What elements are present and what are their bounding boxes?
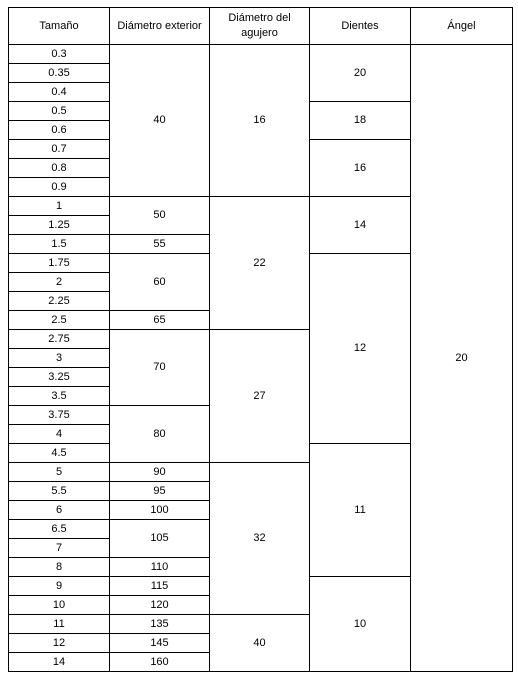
size-cell: 6 xyxy=(8,500,110,520)
teeth-cell: 18 xyxy=(309,101,411,140)
outer-diameter-cell: 55 xyxy=(109,234,210,254)
bore-diameter-cell: 40 xyxy=(209,614,310,672)
teeth-cell: 20 xyxy=(309,44,411,102)
bore-diameter-cell: 27 xyxy=(209,329,310,463)
outer-diameter-cell: 160 xyxy=(109,652,210,672)
teeth-cell: 12 xyxy=(309,253,411,444)
size-cell: 0.6 xyxy=(8,120,110,140)
header-bore-diameter: Diámetro del agujero xyxy=(209,7,310,45)
outer-diameter-cell: 110 xyxy=(109,557,210,577)
outer-diameter-cell: 120 xyxy=(109,595,210,615)
size-cell: 1.75 xyxy=(8,253,110,273)
size-cell: 9 xyxy=(8,576,110,596)
header-angle: Ángel xyxy=(410,7,513,45)
size-cell: 0.8 xyxy=(8,158,110,178)
size-cell: 14 xyxy=(8,652,110,672)
outer-diameter-cell: 90 xyxy=(109,462,210,482)
size-cell: 5 xyxy=(8,462,110,482)
teeth-cell: 14 xyxy=(309,196,411,254)
outer-diameter-cell: 40 xyxy=(109,44,210,197)
outer-diameter-cell: 65 xyxy=(109,310,210,330)
size-cell: 0.4 xyxy=(8,82,110,102)
outer-diameter-cell: 95 xyxy=(109,481,210,501)
size-cell: 4.5 xyxy=(8,443,110,463)
size-cell: 0.35 xyxy=(8,63,110,83)
outer-diameter-cell: 105 xyxy=(109,519,210,558)
gear-spec-table xyxy=(8,7,512,672)
size-cell: 0.9 xyxy=(8,177,110,197)
size-cell: 7 xyxy=(8,538,110,558)
outer-diameter-cell: 60 xyxy=(109,253,210,311)
size-cell: 0.3 xyxy=(8,44,110,64)
angle-cell: 20 xyxy=(410,44,513,672)
bore-diameter-cell: 32 xyxy=(209,462,310,615)
outer-diameter-cell: 145 xyxy=(109,633,210,653)
size-cell: 4 xyxy=(8,424,110,444)
size-cell: 2 xyxy=(8,272,110,292)
outer-diameter-cell: 100 xyxy=(109,500,210,520)
size-cell: 1.25 xyxy=(8,215,110,235)
outer-diameter-cell: 135 xyxy=(109,614,210,634)
size-cell: 8 xyxy=(8,557,110,577)
size-cell: 2.75 xyxy=(8,329,110,349)
header-size: Tamaño xyxy=(8,7,110,45)
size-cell: 1.5 xyxy=(8,234,110,254)
size-cell: 2.25 xyxy=(8,291,110,311)
size-cell: 3.25 xyxy=(8,367,110,387)
size-cell: 0.7 xyxy=(8,139,110,159)
bore-diameter-cell: 16 xyxy=(209,44,310,197)
outer-diameter-cell: 70 xyxy=(109,329,210,406)
size-cell: 10 xyxy=(8,595,110,615)
teeth-cell: 11 xyxy=(309,443,411,577)
bore-diameter-cell: 22 xyxy=(209,196,310,330)
size-cell: 1 xyxy=(8,196,110,216)
header-outer-diameter: Diámetro exterior xyxy=(109,7,210,45)
size-cell: 5.5 xyxy=(8,481,110,501)
teeth-cell: 10 xyxy=(309,576,411,672)
outer-diameter-cell: 50 xyxy=(109,196,210,235)
size-cell: 3.5 xyxy=(8,386,110,406)
teeth-cell: 16 xyxy=(309,139,411,197)
outer-diameter-cell: 80 xyxy=(109,405,210,463)
outer-diameter-cell: 115 xyxy=(109,576,210,596)
header-teeth: Dientes xyxy=(309,7,411,45)
size-cell: 12 xyxy=(8,633,110,653)
size-cell: 3 xyxy=(8,348,110,368)
size-cell: 11 xyxy=(8,614,110,634)
size-cell: 3.75 xyxy=(8,405,110,425)
size-cell: 2.5 xyxy=(8,310,110,330)
size-cell: 6.5 xyxy=(8,519,110,539)
size-cell: 0.5 xyxy=(8,101,110,121)
